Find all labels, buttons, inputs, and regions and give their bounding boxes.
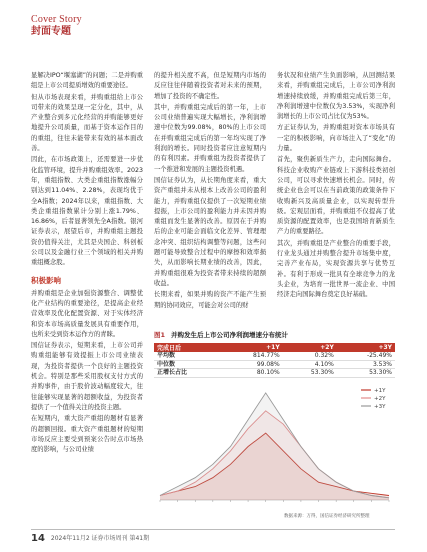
table-cell: 4.10% bbox=[283, 360, 337, 369]
paragraph: 国信证券表示，短期来看，上市公司并购重组能够有效提振上市公司业绩表现，为投资者提供一个良好的主题投资机会。特别是那些采用股权支付方式的并购事件，由于股价波动幅度较大，往往能够实现显著的超额收益，为投资者提供了一个值得关注的投资主题。 bbox=[31, 342, 143, 411]
row-label: 中位数 bbox=[154, 360, 221, 369]
page-header bbox=[31, 14, 82, 38]
table-cell: 0.32% bbox=[283, 352, 337, 360]
table-cell: 80.10% bbox=[221, 369, 282, 378]
paragraph: 并购重组是企业加强资源整合、调整优化产业结构的重要途径，是提高企业经营效率及优化配置资源、对于实体经济和资本市场高质量发展具有重要作用，也所来受到资本运作方的青睐。 bbox=[31, 289, 143, 338]
table-row bbox=[154, 360, 395, 369]
article-column-3 bbox=[277, 71, 395, 302]
table-cell: 99.08% bbox=[221, 360, 282, 369]
series-title-cn: 封面专题 bbox=[31, 26, 71, 37]
legend-label: +3Y bbox=[374, 404, 386, 410]
legend-label: +2Y bbox=[374, 396, 386, 402]
table-cell: -25.49% bbox=[337, 352, 395, 360]
figure-title bbox=[154, 330, 395, 340]
series-area-3 bbox=[160, 393, 389, 500]
table-cell: 53.30% bbox=[337, 369, 395, 378]
footer-divider bbox=[31, 529, 395, 530]
table-row bbox=[154, 369, 395, 378]
row-label: 正增长占比 bbox=[154, 369, 221, 378]
table-cell: 814.77% bbox=[221, 352, 282, 360]
paragraph: 其次，并购重组是产业整合的重要手段，行业龙头通过并购整合提升市场集中度，完善产业布局，实现资源共享与优势互补。有利于形成一批具有全球竞争力的龙头企业，为培育一批世界一流企业、中国经济走向国际舞台奠定良好基础。 bbox=[277, 239, 395, 299]
figure-label: 图1 bbox=[154, 331, 166, 339]
figure-source: 数据来源：万得，国信证券经济研究所整理 bbox=[284, 514, 370, 519]
table-header-row bbox=[154, 343, 395, 352]
article-column-1 bbox=[31, 71, 143, 456]
legend-label: +1Y bbox=[374, 388, 386, 394]
series-title-en: Cover Story bbox=[31, 14, 82, 25]
paragraph: 首先，聚焦新质生产力，走向国际舞台。科技企业收购产业链或上下游科技类初创公司，可以寻求快速增长机会。同时，传统企业也会可以在当前政策的政策条件下收购新兴及高质量企业，以实现转型升级。宏观层面看，并购重组不仅提高了优质资源的配置效率，也是我国培育新质生产力的重要路径。 bbox=[277, 156, 395, 236]
paragraph: 显解决IPO“堰塞湖”的问题；二是并购重组是上市公司提质增效的重要途径。 bbox=[31, 72, 143, 90]
paragraph: 因此，在市场政策上，还需要进一步优化监管环境，提升并购重组效率。2023年，重组指数、大类企重组指数涨幅分别达到11.04%、2.28%，表现均优于全A指数；2024年以来，重组指数、大类企重组指数累计分别上涨1.79%、16.86%，后者显著领先全A指数。银河证券表示，展望后市，并购重组主题投资仍值得关注，尤其是央国企、科创板公司以及金融行业三个领域的相关并购重组概念股。 bbox=[31, 156, 143, 267]
paragraph: 长期来看，如果并购的资产不能产生预期的协同效应，可能会对公司的财 bbox=[154, 291, 266, 309]
paragraph: 的提升相关度不高，但是短期内市场的反应往往伴随着投资者对未来的预期，增加了投资的不确定性。 bbox=[154, 72, 266, 100]
table-cell: 3.53% bbox=[337, 360, 395, 369]
paragraph: 其中，并购重组完成后的第一年，上市公司业绩普遍实现大幅增长，净利润增速中位数为99.08%，80%的上市公司在并购重组完成后的第一年均实现了净利润的增长。同时投资者应注意短期内的有利因素。并购重组为投资者提供了一个推进和发展的主题投资机遇。 bbox=[154, 103, 266, 173]
table-header: +3Y bbox=[337, 343, 395, 352]
page-footer bbox=[31, 533, 149, 544]
figure-caption: 并购发生后上市公司净利润增速分布统计 bbox=[171, 331, 289, 339]
article-column-2 bbox=[154, 71, 266, 312]
table-row bbox=[154, 352, 395, 360]
table-header: +2Y bbox=[283, 343, 337, 352]
page-number: 14 bbox=[31, 533, 45, 544]
paragraph: 但从市场表现来看，并购重组给上市公司带来的效果呈现一定分化，其中，从产业整合到多元化经营的并购能够更好地提升公司质量，而基于资本运作目的的重组，往往未能带来有效的基本面改善。 bbox=[31, 93, 143, 153]
paragraph: 务状况和业绩产生负面影响，从回测结果来看，并购重组完成后，上市公司净利润增速持续放缓，并购重组完成后第三年，净利润增速中位数仅为3.53%，实现净利润增长的上市公司占比仅为53%。 bbox=[277, 72, 395, 121]
figure-1 bbox=[154, 330, 395, 522]
section-heading: 积极影响 bbox=[31, 275, 61, 285]
paragraph: 国信证券认为，从长期角度来看，重大资产重组并未从根本上改善公司的盈利能力，并购重组仅提供了一次短期业绩提振，上市公司的盈利能力并未因并购重组而发生显著的改善。原因在于并购后的企业可能会面临文化差异、管理理念冲突、组织结构调整等问题，这些问题可能导致整合过程中的摩擦和效率损失，从而影响长期业绩的改善，因此，并购重组很难为投资者带来持续的超额收益。 bbox=[154, 176, 266, 287]
row-label: 平均数 bbox=[154, 352, 221, 360]
table-cell: 53.30% bbox=[283, 369, 337, 378]
table-header: +1Y bbox=[221, 343, 282, 352]
paragraph: 方正证券认为，并购重组对资本市场具有一定的积极影响，向市场注入了“变化”的力量。 bbox=[277, 124, 395, 153]
publication-info: 2024年11月2 证券市场周刊 第41期 bbox=[50, 535, 150, 542]
distribution-chart bbox=[154, 380, 395, 510]
table-header: 完成日后 bbox=[154, 343, 221, 352]
stats-table bbox=[154, 343, 395, 378]
paragraph: 在短期内，重大资产重组的题材有显著的超额回报。重大资产重组题材的短期市场反应主要受到预案公告时点市场热度的影响，与公司业绩 bbox=[31, 415, 143, 454]
